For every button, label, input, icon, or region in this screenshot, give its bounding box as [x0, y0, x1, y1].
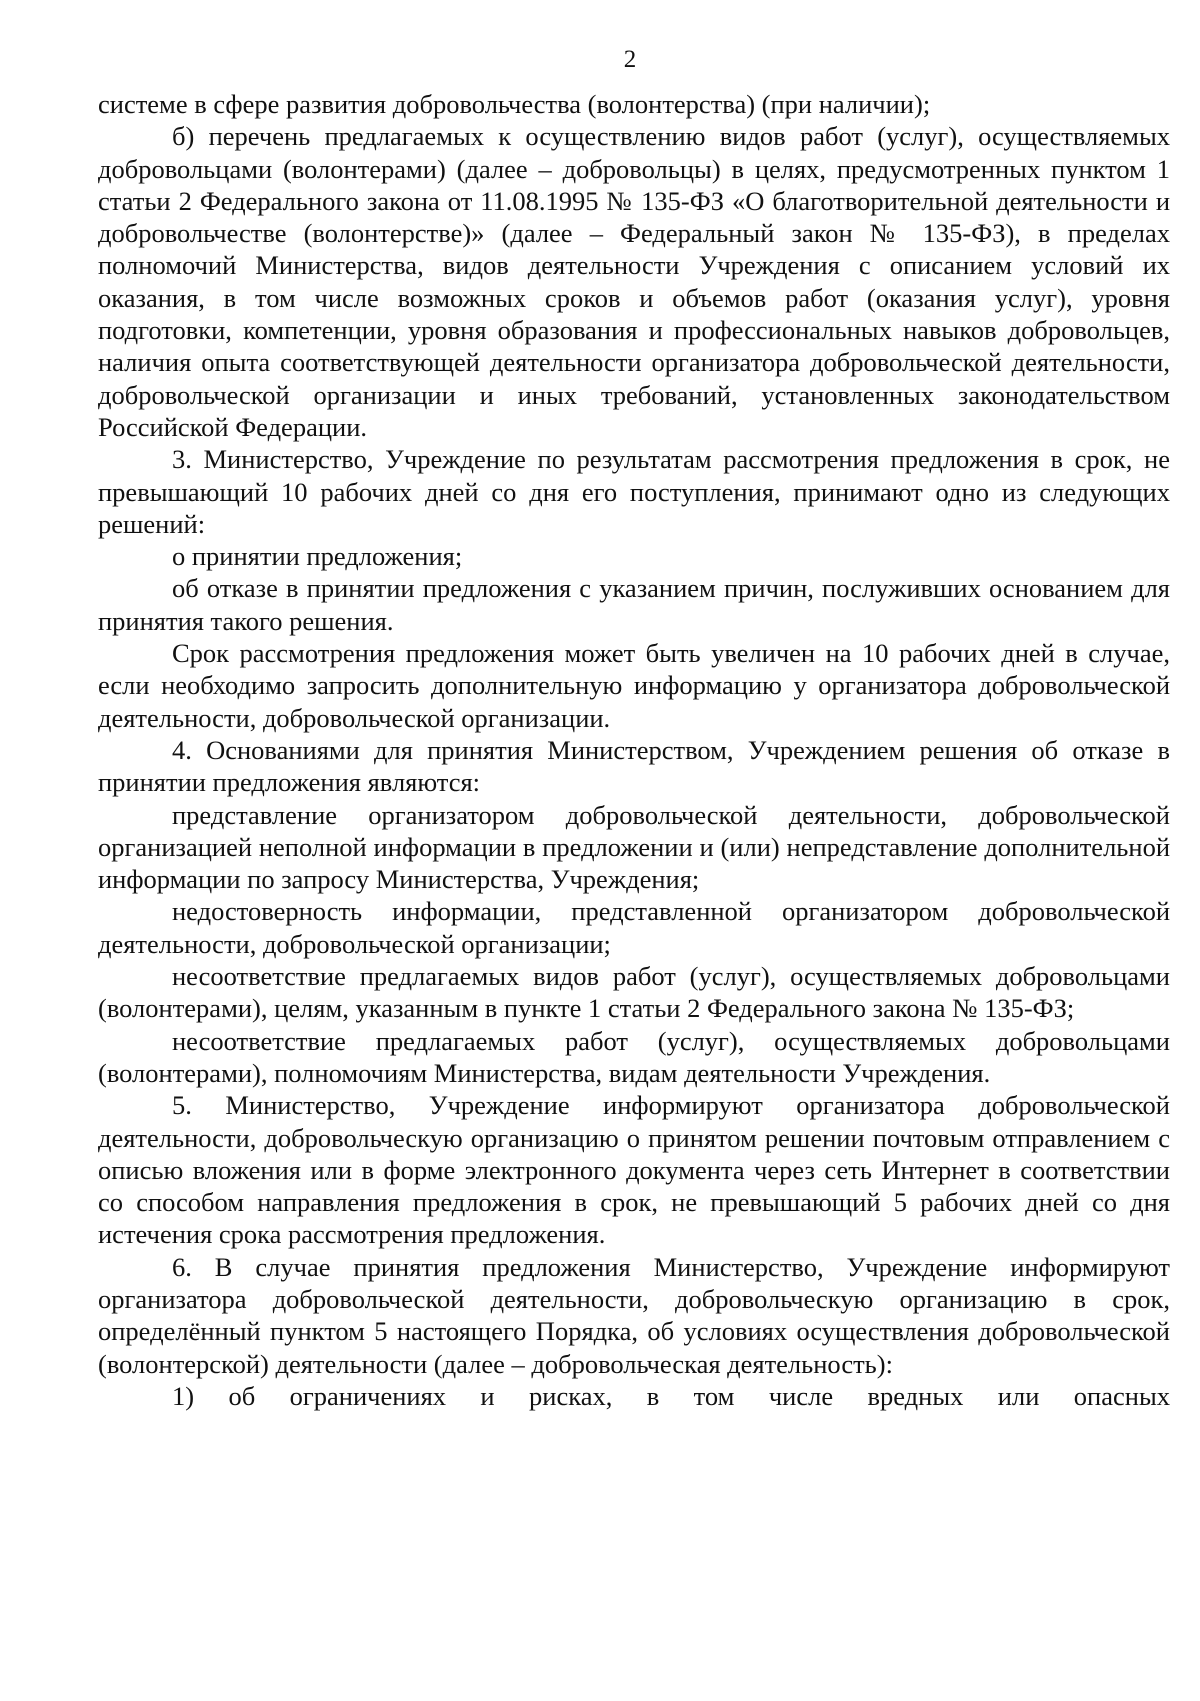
paragraph-5: 5. Министерство, Учреждение информируют организатора добровольческой деятельности, добровольческую организацию о принятом решении почтовым отправлением с описью вложения или в форме электронного документа через сеть Интернет в соответствии со способом направления предложения в срок, не превышающий 5 рабочих дней со дня истечения срока рассмотрения предложения. [98, 1090, 1170, 1250]
paragraph-decision-accept: о принятии предложения; [172, 541, 463, 572]
page-number: 2 [623, 46, 637, 73]
document-body [98, 88, 1170, 1412]
paragraph-ground-incomplete: представление организатором добровольческой деятельности, добровольческой организацией неполной информации в предложении и (или) непредставление дополнительной информации по запросу Министерства, Учреждения; [98, 799, 1170, 895]
paragraph-ground-goals: несоответствие предлагаемых видов работ (услуг), осуществляемых добровольцами (волонтерами), целям, указанным в пункте 1 статьи 2 Федерального закона № 135-ФЗ; [98, 961, 1170, 1024]
paragraph-item-1: 1) об ограничениях и рисках, в том числе вредных или опасных [172, 1380, 1170, 1411]
paragraph-3: 3. Министерство, Учреждение по результатам рассмотрения предложения в срок, не превышающий 10 рабочих дней со дня его поступления, принимают одно из следующих решений: [98, 444, 1170, 539]
paragraph-item-b: б) перечень предлагаемых к осуществлению видов работ (услуг), осуществляемых добровольцами (волонтерами) (далее – добровольцы) в целях, предусмотренных пунктом 1 статьи 2 Федерального закона от 11.08.1995 № 135-ФЗ «О благотворительной деятельности и добровольчестве (волонтерстве)» (далее – Федеральный закон № 135-ФЗ), в пределах полномочий Министерства, видов деятельности Учреждения с описанием условий их оказания, в том числе возможных сроков и объемов работ (оказания услуг), уровня подготовки, компетенции, уровня образования и профессиональных навыков добровольцев, наличия опыта соответствующей деятельности организатора добровольческой деятельности, добровольческой организации и иных требований, установленных законодательством Российской Федерации. [98, 121, 1170, 442]
paragraph-6: 6. В случае принятия предложения Министерство, Учреждение информируют организатора добровольческой деятельности, добровольческую организацию в срок, определённый пунктом 5 настоящего Порядка, об условиях осуществления добровольческой (волонтерской) деятельности (далее – добровольческая деятельность): [98, 1251, 1170, 1379]
paragraph-continuation: системе в сфере развития добровольчества (волонтерства) (при наличии); [98, 89, 931, 119]
paragraph-decision-reject: об отказе в принятии предложения с указанием причин, послуживших основанием для принятия такого решения. [98, 573, 1170, 636]
paragraph-ground-powers: несоответствие предлагаемых работ (услуг), осуществляемых добровольцами (волонтерами), полномочиям Министерства, видам деятельности Учреждения. [98, 1025, 1170, 1088]
paragraph-ground-unreliable: недостоверность информации, представленной организатором добровольческой деятельности, добровольческой организации; [98, 896, 1170, 959]
paragraph-review-term: Срок рассмотрения предложения может быть увеличен на 10 рабочих дней в случае, если необходимо запросить дополнительную информацию у организатора добровольческой деятельности, добровольческой организации. [98, 638, 1170, 733]
paragraph-4: 4. Основаниями для принятия Министерством, Учреждением решения об отказе в принятии предложения являются: [98, 734, 1170, 798]
